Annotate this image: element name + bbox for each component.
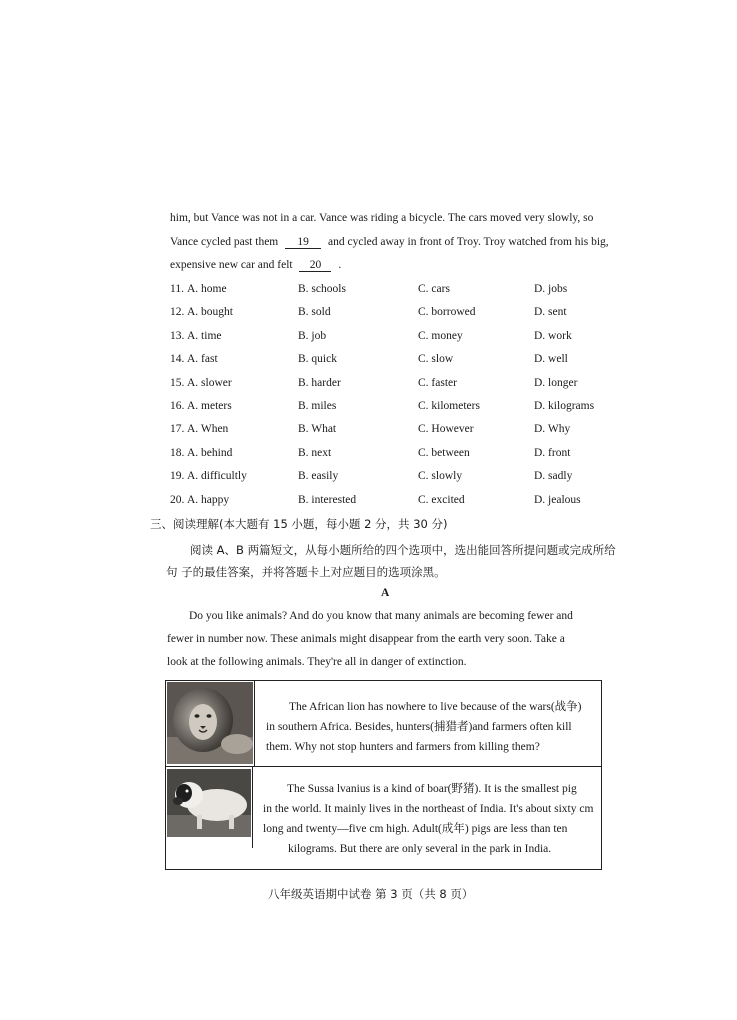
cell-divider	[252, 766, 253, 848]
question-number: 17.	[170, 423, 185, 436]
pig-text: The Sussa lvanius is a kind of boar(野猪). It is the smallest pig	[287, 783, 577, 795]
passage-line	[170, 236, 609, 249]
option-a: A. fast	[187, 353, 218, 366]
pig-text: long and twenty—five cm high. Adult(成年) pigs are less than ten	[263, 823, 568, 835]
option-b: B. quick	[298, 353, 337, 366]
lion-text: them. Why not stop hunters and farmers from killing them?	[266, 741, 540, 753]
blank-20: 20	[299, 259, 331, 272]
option-d: D. well	[534, 353, 568, 366]
option-a: A. slower	[187, 376, 232, 389]
option-c: C. However	[418, 423, 474, 436]
passage-text: expensive new car and felt	[170, 259, 293, 271]
option-c: C. excited	[418, 493, 465, 506]
option-c: C. between	[418, 446, 470, 459]
passage-label: A	[381, 587, 390, 599]
lion-text: The African lion has nowhere to live because of the wars(战争)	[289, 701, 582, 713]
passage-line: him, but Vance was not in a car. Vance was riding a bicycle. The cars moved very slowly, so	[170, 212, 594, 224]
pig-photo	[167, 769, 251, 837]
option-a: A. bought	[187, 306, 233, 319]
option-c: C. money	[418, 329, 463, 342]
passage-line	[170, 259, 341, 272]
pig-text: in the world. It mainly lives in the northeast of India. It's about sixty cm	[263, 803, 594, 815]
option-b: B. harder	[298, 376, 341, 389]
question-number: 14.	[170, 353, 185, 366]
option-d: D. sadly	[534, 470, 573, 483]
passage-text: .	[338, 259, 342, 271]
option-d: D. sent	[534, 306, 567, 319]
option-d: D. longer	[534, 376, 578, 389]
option-a: A. time	[187, 329, 222, 342]
question-number: 19.	[170, 470, 185, 483]
blank-19: 19	[285, 236, 321, 249]
option-a: A. home	[187, 283, 227, 295]
option-d: D. kilograms	[534, 400, 595, 412]
cell-divider	[254, 681, 255, 766]
option-b: B. miles	[298, 400, 337, 412]
question-number: 18.	[170, 446, 185, 459]
lion-photo	[167, 682, 253, 764]
row-divider	[166, 766, 601, 767]
option-a: A. behind	[187, 446, 233, 459]
lion-text: in southern Africa. Besides, hunters(捕猎者)and farmers often kill	[266, 721, 572, 733]
option-a: A. difficultly	[187, 470, 247, 483]
option-d: D. jobs	[534, 283, 568, 295]
option-c: C. faster	[418, 376, 457, 389]
option-b: B. interested	[298, 493, 357, 506]
pig-text: kilograms. But there are only several in the park in India.	[288, 843, 552, 855]
question-number: 16.	[170, 400, 185, 412]
option-b: B. next	[298, 446, 332, 459]
option-d: D. Why	[534, 423, 571, 436]
option-a: A. meters	[187, 400, 232, 412]
option-b: B. easily	[298, 470, 339, 483]
instruction-line: 阅读 A、B 两篇短文，从每小题所给的四个选项中，选出能回答所提问题或完成所给	[190, 543, 616, 557]
option-b: B. job	[298, 329, 327, 342]
passage-text: Vance cycled past them	[170, 236, 279, 248]
question-number: 15.	[170, 376, 185, 389]
question-number: 13.	[170, 329, 185, 342]
passage-line: Do you like animals? And do you know that many animals are becoming fewer and	[189, 610, 573, 622]
passage-line: fewer in number now. These animals might disappear from the earth very soon. Take a	[167, 633, 565, 645]
option-c: C. slowly	[418, 470, 463, 483]
option-d: D. front	[534, 446, 571, 459]
option-c: C. kilometers	[418, 400, 480, 412]
option-c: C. slow	[418, 353, 454, 366]
page-footer: 八年级英语期中试卷 第 3 页（共 8 页）	[268, 887, 474, 901]
option-d: D. jealous	[534, 493, 581, 506]
option-c: C. cars	[418, 283, 450, 295]
instruction-line: 句 子的最佳答案，并将答题卡上对应题目的选项涂黑。	[166, 565, 446, 579]
passage-line: look at the following animals. They're all in danger of extinction.	[167, 656, 467, 668]
option-d: D. work	[534, 329, 572, 342]
option-a: A. happy	[187, 493, 230, 506]
option-b: B. What	[298, 423, 337, 436]
question-number: 11.	[170, 283, 184, 295]
option-b: B. schools	[298, 283, 346, 295]
question-number: 20.	[170, 493, 185, 506]
section-heading: 三、阅读理解(本大题有 15 小题，每小题 2 分，共 30 分)	[150, 517, 448, 531]
option-a: A. When	[187, 423, 229, 436]
option-b: B. sold	[298, 306, 331, 319]
passage-text: and cycled away in front of Troy. Troy watched from his big,	[328, 236, 609, 248]
option-c: C. borrowed	[418, 306, 476, 319]
question-number: 12.	[170, 306, 185, 319]
animal-table	[165, 680, 602, 870]
